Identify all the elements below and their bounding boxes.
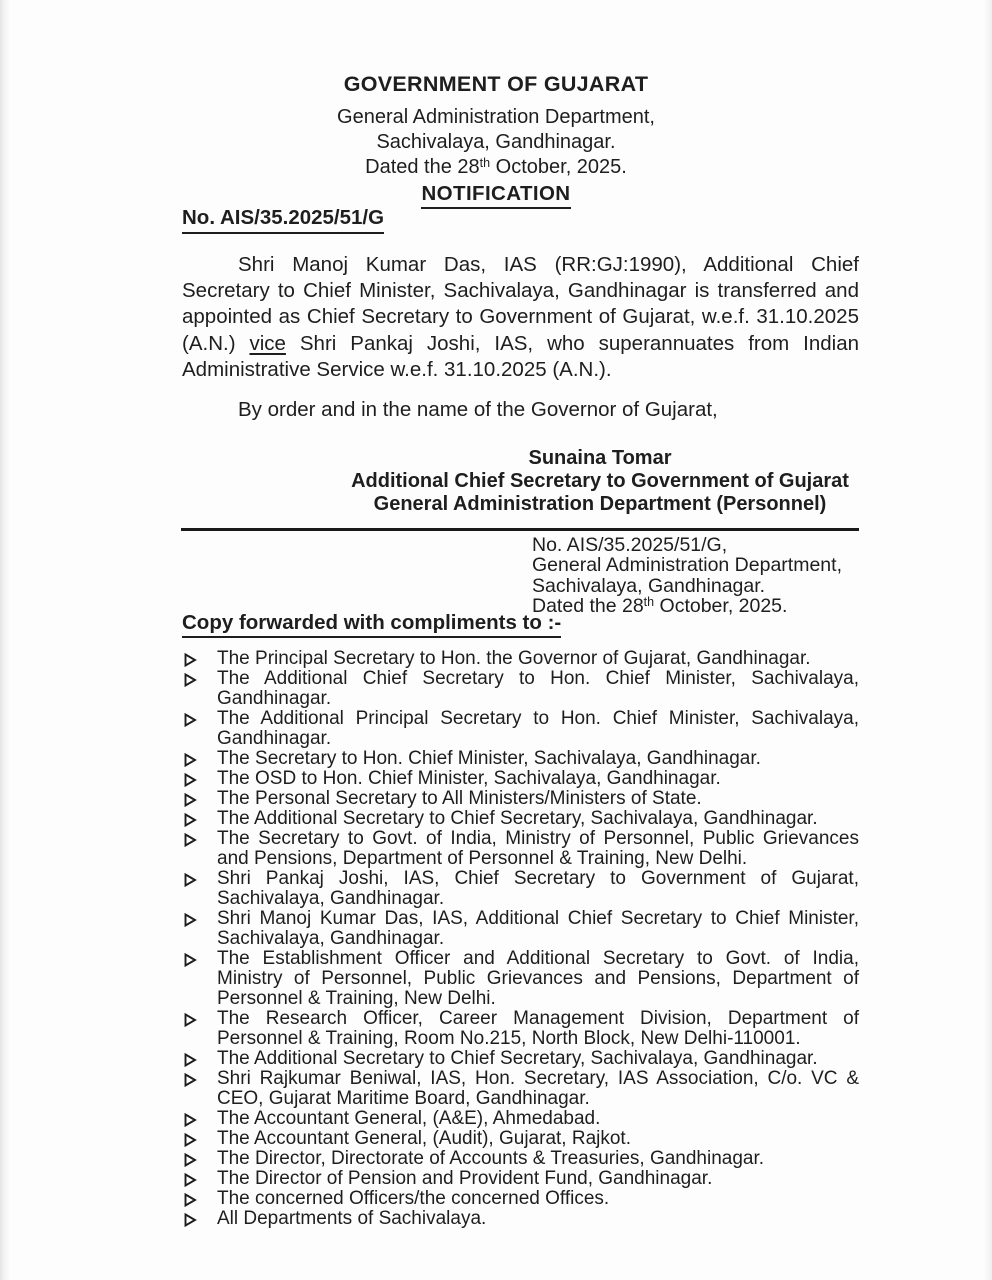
arrow-bullet-icon bbox=[184, 1113, 197, 1127]
list-item bbox=[182, 1109, 859, 1129]
signatory-department: General Administration Department (Personnel) bbox=[373, 493, 827, 515]
list-item-text: The Principal Secretary to Hon. the Governor of Gujarat, Gandhinagar. bbox=[217, 648, 811, 669]
list-item-text: Shri Rajkumar Beniwal, IAS, Hon. Secretary, IAS Association, C/o. VC & CEO, Gujarat Maritime Board, Gandhinagar. bbox=[217, 1068, 859, 1109]
arrow-bullet-icon bbox=[184, 1193, 197, 1207]
arrow-bullet-icon bbox=[184, 913, 197, 927]
list-item bbox=[182, 869, 859, 909]
list-item bbox=[182, 1129, 859, 1149]
endorsement-date-line: Dated the 28th October, 2025. bbox=[532, 594, 788, 617]
arrow-bullet-icon bbox=[184, 1053, 197, 1067]
list-item bbox=[182, 1069, 859, 1109]
list-item-text: The Director, Directorate of Accounts & Treasuries, Gandhinagar. bbox=[217, 1148, 765, 1169]
signatory-name: Sunaina Tomar bbox=[528, 447, 672, 469]
endorsement-place-line: Sachivalaya, Gandhinagar. bbox=[532, 574, 766, 597]
arrow-bullet-icon bbox=[184, 793, 197, 807]
list-item-text: The Accountant General, (A&E), Ahmedabad. bbox=[217, 1108, 601, 1129]
endorsement-block bbox=[532, 535, 842, 618]
arrow-bullet-icon bbox=[184, 1213, 197, 1227]
list-item-text: The Accountant General, (Audit), Gujarat, Rajkot. bbox=[217, 1128, 631, 1149]
list-item bbox=[182, 749, 859, 769]
list-item-text: All Departments of Sachivalaya. bbox=[217, 1208, 487, 1229]
arrow-bullet-icon bbox=[184, 653, 197, 667]
by-order-line: By order and in the name of the Governor of Gujarat, bbox=[238, 398, 718, 421]
arrow-bullet-icon bbox=[184, 1153, 197, 1167]
list-item bbox=[182, 769, 859, 789]
list-item bbox=[182, 1049, 859, 1069]
list-item bbox=[182, 649, 859, 669]
list-item-text: The Personal Secretary to All Ministers/Ministers of State. bbox=[217, 788, 702, 809]
arrow-bullet-icon bbox=[184, 953, 197, 967]
arrow-bullet-icon bbox=[184, 673, 197, 687]
list-item-text: The Secretary to Govt. of India, Ministry of Personnel, Public Grievances and Pensions, Department of Personnel & Training, New Delhi. bbox=[217, 828, 859, 869]
list-item-text: Shri Manoj Kumar Das, IAS, Additional Chief Secretary to Chief Minister, Sachivalaya, Gandhinagar. bbox=[217, 908, 859, 949]
list-item-text: The Establishment Officer and Additional Secretary to Govt. of India, Ministry of Personnel, Public Grievances and Pensions, Department of Personnel & Training, New Delhi. bbox=[217, 948, 859, 1009]
list-item bbox=[182, 1209, 859, 1229]
list-item bbox=[182, 949, 859, 1009]
list-item bbox=[182, 789, 859, 809]
list-item bbox=[182, 669, 859, 709]
arrow-bullet-icon bbox=[184, 1073, 197, 1087]
arrow-bullet-icon bbox=[184, 833, 197, 847]
vice-word: vice bbox=[249, 331, 286, 355]
list-item bbox=[182, 1169, 859, 1189]
list-item bbox=[182, 1009, 859, 1049]
list-item bbox=[182, 1149, 859, 1169]
header-place-line: Sachivalaya, Gandhinagar. bbox=[376, 131, 616, 153]
list-item bbox=[182, 1189, 859, 1209]
date-superscript: th bbox=[479, 156, 491, 170]
arrow-bullet-icon bbox=[184, 1013, 197, 1027]
list-item-text: The Director of Pension and Provident Fund, Gandhinagar. bbox=[217, 1168, 713, 1189]
list-item-text: The Research Officer, Career Management Division, Department of Personnel & Training, Room No.215, North Block, New Delhi-110001. bbox=[217, 1008, 859, 1049]
list-item-text: The Additional Secretary to Chief Secretary, Sachivalaya, Gandhinagar. bbox=[217, 1048, 818, 1069]
notification-heading-row bbox=[0, 182, 992, 209]
list-item-text: The Additional Secretary to Chief Secretary, Sachivalaya, Gandhinagar. bbox=[217, 808, 818, 829]
arrow-bullet-icon bbox=[184, 1173, 197, 1187]
horizontal-divider bbox=[181, 528, 859, 531]
list-item-text: Shri Pankaj Joshi, IAS, Chief Secretary to Government of Gujarat, Sachivalaya, Gandhinagar. bbox=[217, 868, 859, 909]
arrow-bullet-icon bbox=[184, 713, 197, 727]
endorsement-department-line: General Administration Department, bbox=[532, 554, 842, 577]
list-item-text: The concerned Officers/the concerned Offices. bbox=[217, 1188, 610, 1209]
endorsement-reference-number: No. AIS/35.2025/51/G, bbox=[532, 534, 728, 556]
list-item-text: The Additional Principal Secretary to Hon. Chief Minister, Sachivalaya, Gandhinagar. bbox=[217, 708, 859, 749]
list-item bbox=[182, 809, 859, 829]
header-date-line: Dated the 28th October, 2025. bbox=[365, 156, 627, 178]
document-header bbox=[0, 72, 992, 182]
arrow-bullet-icon bbox=[184, 873, 197, 887]
reference-number: No. AIS/35.2025/51/G bbox=[182, 206, 384, 234]
copy-forwarded-heading: Copy forwarded with compliments to :- bbox=[182, 611, 561, 638]
list-item bbox=[182, 829, 859, 869]
list-item bbox=[182, 709, 859, 749]
arrow-bullet-icon bbox=[184, 1133, 197, 1147]
date-superscript: th bbox=[643, 594, 655, 609]
copy-forwarded-list bbox=[182, 649, 859, 1229]
list-item-text: The OSD to Hon. Chief Minister, Sachivalaya, Gandhinagar. bbox=[217, 768, 721, 789]
government-title: GOVERNMENT OF GUJARAT bbox=[343, 72, 649, 96]
signatory-designation: Additional Chief Secretary to Government of Gujarat bbox=[351, 470, 849, 492]
notification-heading: NOTIFICATION bbox=[421, 182, 570, 209]
signature-block bbox=[340, 447, 860, 516]
arrow-bullet-icon bbox=[184, 773, 197, 787]
list-item-text: The Secretary to Hon. Chief Minister, Sachivalaya, Gandhinagar. bbox=[217, 748, 761, 769]
list-item-text: The Additional Chief Secretary to Hon. Chief Minister, Sachivalaya, Gandhinagar. bbox=[217, 668, 859, 709]
arrow-bullet-icon bbox=[184, 753, 197, 767]
header-department-line: General Administration Department, bbox=[337, 106, 655, 128]
list-item bbox=[182, 909, 859, 949]
arrow-bullet-icon bbox=[184, 813, 197, 827]
notification-body-paragraph: Shri Manoj Kumar Das, IAS (RR:GJ:1990), Additional Chief Secretary to Chief Minister, Sachivalaya, Gandhinagar is transferred and appointed as Chief Secretary to Government of Gujarat, w.e.f. 31.10.2025 (A.N.) vice Shri Pankaj Joshi, IAS, who superannuates from Indian Administrative Service w.e.f. 31.10.2025 (A.N.). bbox=[182, 253, 859, 381]
